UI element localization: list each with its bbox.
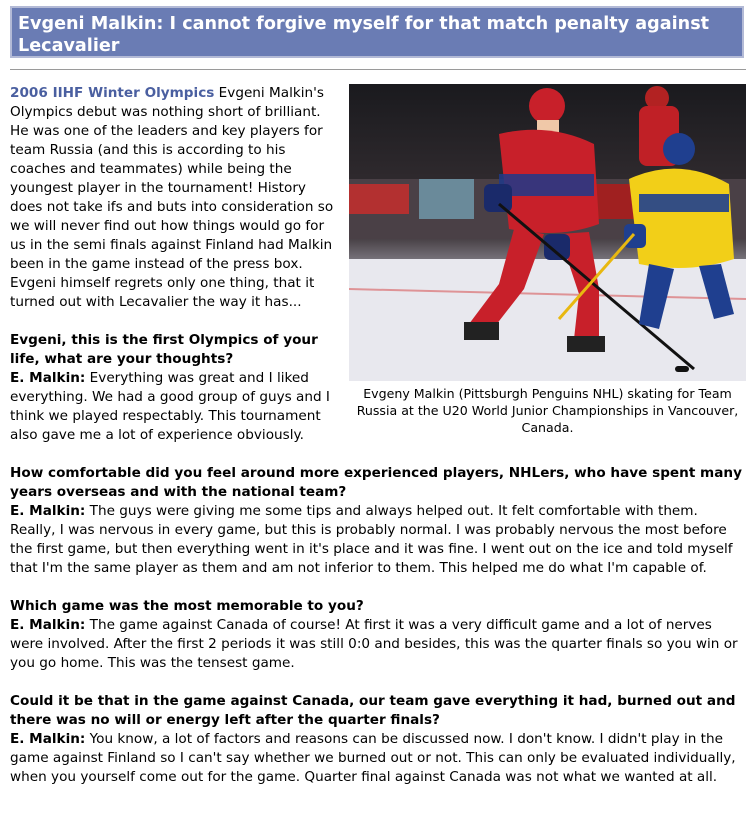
answer-1: Everything was great and I liked everything. We had a good group of guys and I think we played respectably. This tournament also gave me a lot of experience obviously. <box>10 370 330 443</box>
article-title: Evgeni Malkin: I cannot forgive myself for that match penalty against Lecavalier <box>10 6 744 58</box>
answer-4: You know, a lot of factors and reasons can be discussed now. I don't know. I didn't play in the game against Finland so I can't say whether we burned out or not. This can only be evaluated individually, when you yourself come out for the game. Quarter final against Canada was not what we wanted at all. <box>10 731 736 785</box>
article-body <box>10 84 746 806</box>
photo-figure <box>345 84 746 436</box>
speaker-label: E. Malkin: <box>10 731 86 747</box>
qa-block-3 <box>10 597 746 673</box>
qa-block-4 <box>10 692 746 787</box>
qa-block-2 <box>10 464 746 578</box>
answer-2: The guys were giving me some tips and always helped out. It felt comfortable with them. Really, I was nervous in every game, but this is probably normal. I was probably nervous the most before the first game, but then everything went in it's place and it was fine. I went out on the ice and told myself that I'm the same player as them and am not inferior to them. This helped me do what I'm capable of. <box>10 503 733 576</box>
photo-caption: Evgeny Malkin (Pittsburgh Penguins NHL) skating for Team Russia at the U20 World Junior Championships in Vancouver, Canada. <box>356 386 739 435</box>
answer-3: The game against Canada of course! At first it was a very difficult game and a lot of nerves were involved. After the first 2 periods it was still 0:0 and besides, this was the quarter finals so you win or you go home. This was the tensest game. <box>10 617 738 671</box>
title-divider <box>10 69 746 70</box>
question-4: Could it be that in the game against Canada, our team gave everything it had, burned out and there was no will or energy left after the quarter finals? <box>10 693 736 728</box>
speaker-label: E. Malkin: <box>10 370 86 386</box>
hockey-photo <box>349 84 746 381</box>
intro-text: Evgeni Malkin's Olympics debut was nothing short of brilliant. He was one of the leaders and key players for team Russia (and this is according to his coaches and teammates) while being the youngest player in the tournament! History does not take ifs and buts into consideration so we will never find out how things would go for us in the semi finals against Finland had Malkin been in the game instead of the press box. Evgeni himself regrets only one thing, that it turned out with Lecavalier the way it has... <box>10 85 334 310</box>
speaker-label: E. Malkin: <box>10 503 86 519</box>
question-3: Which game was the most memorable to you? <box>10 598 364 614</box>
speaker-label: E. Malkin: <box>10 617 86 633</box>
olympics-link[interactable]: 2006 IIHF Winter Olympics <box>10 85 215 101</box>
question-2: How comfortable did you feel around more experienced players, NHLers, who have spent many years overseas and with the national team? <box>10 465 742 500</box>
question-1: Evgeni, this is the first Olympics of your life, what are your thoughts? <box>10 332 318 367</box>
